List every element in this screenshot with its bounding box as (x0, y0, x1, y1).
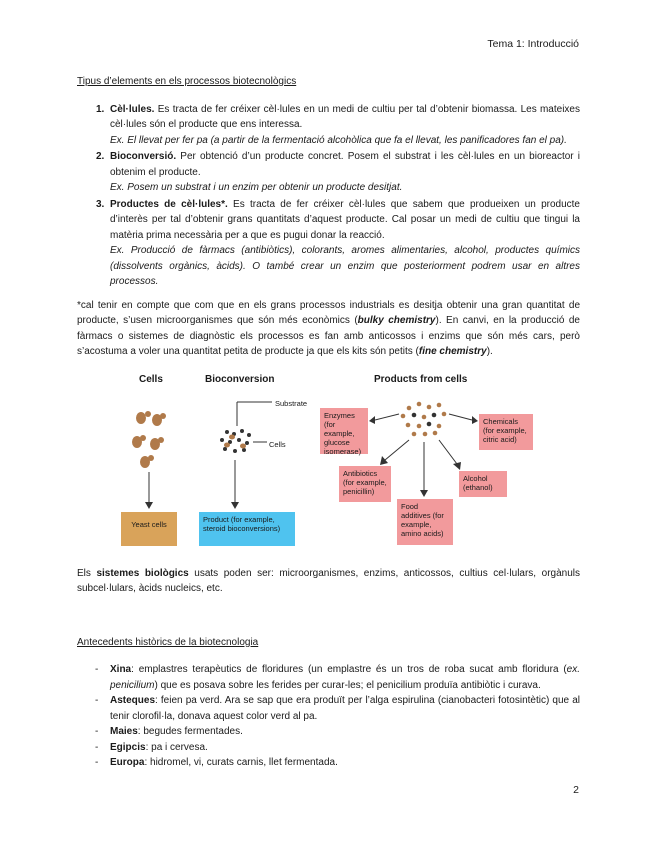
history-list (77, 662, 580, 771)
biological-systems-paragraph (77, 566, 580, 597)
history-text: : emplastres terapèutics de floridures (un emplastre és un tros de roba sucat amb floridura ( (131, 664, 567, 675)
item-text: Es tracta de fer créixer cèl·lules en un medi de cultiu per tal d’obtenir biomassa. Les mateixes cèl·lules són el producte que ens interessa. (110, 103, 580, 130)
list-item (77, 102, 580, 149)
note-fine: fine chemistry (418, 346, 487, 357)
item-term: Cèl·lules. (110, 103, 155, 115)
substrate-label: Substrate (275, 398, 308, 408)
alcohol-box: Alcohol (ethanol) (459, 471, 507, 497)
history-section (77, 635, 580, 771)
figure-title-cells: Cells (139, 373, 163, 385)
item-number: 1. (96, 103, 105, 115)
item-example: Ex. Producció de fàrmacs (antibiòtics), colorants, aromes alimentaries, alcohol, productes químics (dissolvents orgànics, àcids). O també crear un enzim que posteriorment podrem usar en altres processos. (110, 245, 580, 287)
history-text: : hidromel, vi, curats carnis, llet fermentada. (144, 757, 338, 768)
page-header-title: Tema 1: Introducció (487, 38, 579, 50)
bioconversion-drawing (220, 402, 272, 509)
note-text-3: ). (486, 346, 493, 357)
systems-prefix: Els (77, 567, 97, 579)
list-item: - Egipcis: pa i cervesa. (95, 741, 208, 753)
systems-term: sistemes biològics (96, 567, 189, 579)
product-box: Product (for example, steroid bioconversions) (199, 512, 295, 546)
history-term: Maies (110, 726, 138, 737)
history-term: Asteques (110, 695, 156, 706)
item-number: 2. (96, 151, 105, 162)
item-example: Ex. El llevat per fer pa (a partir de la fermentació alcohòlica que fa el llevat, les panificadores fan el pa). (110, 134, 567, 146)
section-heading-history: Antecedents històrics de la biotecnologia (77, 636, 259, 648)
history-text: : pa i cervesa. (145, 741, 208, 753)
note-text-2: ). En canvi, en la producció de fàrmacs o sistemes de diagnòstic els processos es fan amb anticossos i enzims que són més cars, però s’acostuma a voler una quantitat petita de producte ja que els kits són petits ( (77, 315, 580, 357)
item-example: Ex. Posem un substrat i un enzim per obtenir un producte desitjat. (110, 182, 403, 193)
antibiotics-box: Antibiotics (for example, penicillin) (339, 466, 391, 502)
note-text-1: *cal tenir en compte que com que en els grans processos industrials es desitja obtenir una gran quantitat de producte, s’usen microorganismes que són més econòmics ( (77, 299, 580, 326)
item-text: Es tracta de fer créixer cèl·lules que sabem que produeixen un producte d’interès per tal d’obtenir grans quantitats d’aquest producte. Cal posar un medi de cultiu que tingui la matèria prima necessària per a que es pugui donar la reacció. (110, 198, 580, 241)
element-types-list (77, 102, 580, 290)
chemicals-box: Chemicals (for example, citric acid) (479, 414, 533, 450)
page-content (77, 74, 580, 771)
food-additives-box: Food additives (for example, amino acids) (397, 499, 453, 545)
page-number: 2 (573, 784, 579, 796)
section-heading-element-types: Tipus d’elements en els processos biotecnològics (77, 76, 297, 87)
cells-label: Cells (269, 439, 286, 449)
history-text: : begudes fermentades. (137, 726, 243, 737)
item-term: Bioconversió. (110, 151, 177, 162)
enzymes-box: Enzymes (for example, glucose isomerase) (320, 408, 368, 454)
item-number: 3. (96, 198, 105, 210)
yeast-cells-drawing (132, 411, 166, 509)
list-item: - Asteques: feien pa verd. Ara se sap que era produït per l’alga espirulina (cianobacteri fotosintètic) que al tenir clorofil·la, donava aquest color verd al pa. (95, 695, 580, 722)
figure-title-bioconversion: Bioconversion (205, 373, 275, 385)
list-item: - Europa: hidromel, vi, curats carnis, llet fermentada. (95, 757, 338, 768)
list-item (77, 149, 580, 196)
item-term: Productes de cèl·lules*. (110, 198, 228, 210)
list-item: - Maies: begudes fermentades. (95, 726, 243, 737)
item-text: Per obtenció d’un producte concret. Posem el substrat i les cèl·lules en un bioreactor i obtenim el producte. (110, 151, 580, 178)
history-text: : feien pa verd. Ara se sap que era produït per l’alga espirulina (cianobacteri fotosintètic) que al tenir clorofil·la, donava aquest color verd al pa. (110, 695, 580, 722)
history-term: Egipcis (110, 741, 146, 753)
figure-title-products: Products from cells (374, 373, 468, 385)
history-text: ) que es posava sobre les ferides per curar-les; el penicilium produïa antibiòtic i curava. (154, 679, 541, 691)
note-bulky: bulky chemistry (357, 315, 436, 326)
biotech-figure (77, 364, 580, 560)
history-italic: ex. penicilium (110, 664, 580, 691)
list-item: - Xina: emplastres terapèutics de floridures (un emplastre és un tros de roba sucat amb floridura (ex. penicilium) que es posava sobre les ferides per curar-les; el penicilium produïa antibiòtic i curava. (95, 664, 580, 691)
list-item (77, 197, 580, 290)
yeast-cells-box: Yeast cells (121, 512, 177, 546)
footnote-paragraph (77, 298, 580, 360)
systems-text: usats poden ser: microorganismes, enzims, anticossos, cultius cel·lulars, orgànuls subcel·lulars, àcids nucleics, etc. (77, 567, 581, 594)
history-term: Europa (110, 757, 145, 768)
history-term: Xina (110, 664, 132, 675)
